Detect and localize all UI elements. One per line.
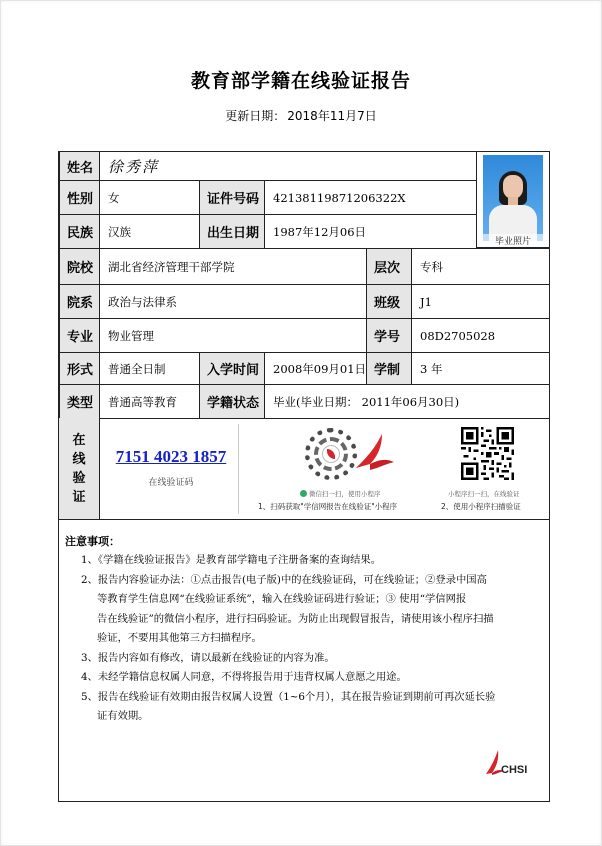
type-label: 类型 [59, 384, 100, 419]
wechat-icon [300, 490, 307, 497]
id-number-label: 证件号码 [199, 180, 265, 215]
update-date [0, 107, 602, 124]
class-label: 班级 [366, 284, 412, 319]
department-value: 政治与法律系 [99, 284, 367, 319]
notes-list [81, 551, 521, 727]
wechat-scan-text: 微信扫一扫，使用小程序 [309, 490, 381, 498]
gender-label: 性别 [59, 180, 100, 215]
major-value: 物业管理 [99, 318, 367, 353]
name-value: 徐秀萍 [99, 151, 477, 181]
note-item-continued: 证有效期。 [97, 710, 149, 722]
report-title: 教育部学籍在线验证报告 [190, 70, 411, 92]
duration-label: 学制 [366, 352, 412, 385]
status-value: 毕业(毕业日期： 2011年06月30日) [264, 384, 550, 419]
verification-code-link[interactable]: 7151 4023 1857 [115, 447, 227, 466]
status-label: 学籍状态 [199, 384, 265, 419]
wechat-miniprogram-code[interactable] [305, 428, 357, 480]
qr-code[interactable] [461, 427, 514, 480]
birth-date-value: 1987年12月06日 [264, 214, 477, 249]
student-no-value: 08D2705028 [411, 318, 550, 353]
verify-label-char: 验 [72, 470, 86, 486]
verify-label-char: 线 [72, 451, 86, 467]
chsi-logo-icon [322, 445, 340, 463]
qr-scan-note: 小程序扫一扫，在线验证 [448, 490, 520, 498]
enroll-date-value: 2008年09月01日 [264, 352, 367, 385]
student-no-label: 学号 [366, 318, 412, 353]
class-value: J1 [411, 284, 550, 319]
divider [238, 424, 239, 514]
ethnicity-value: 汉族 [99, 214, 200, 249]
wechat-scan-note [300, 489, 381, 498]
name-label: 姓名 [59, 151, 100, 181]
enroll-date-label: 入学时间 [199, 352, 265, 385]
level-value: 专科 [411, 248, 550, 285]
verify-label-char: 在 [72, 432, 86, 448]
note-item: 1、《学籍在线验证报告》是教育部学籍电子注册备案的查询结果。 [81, 554, 382, 566]
verification-code-caption: 在线验证码 [148, 478, 194, 488]
duration-value: 3 年 [411, 352, 550, 385]
level-label: 层次 [366, 248, 412, 285]
note-item: 4、未经学籍信息权属人同意，不得将报告用于违背权属人意愿之用途。 [81, 671, 407, 683]
photo-caption: 毕业照片 [483, 234, 543, 247]
graduation-photo [483, 155, 543, 241]
note-item: 2、报告内容验证办法：①点击报告(电子版)中的在线验证码，可在线验证；②登录中国高 [81, 573, 487, 586]
chsi-bird-icon [352, 428, 398, 474]
update-date-label: 更新日期： [225, 109, 286, 123]
form-value: 普通全日制 [99, 352, 200, 385]
school-value: 湖北省经济管理干部学院 [99, 248, 367, 285]
note-item: 3、报告内容如有修改，请以最新在线验证的内容为准。 [81, 651, 335, 664]
birth-date-label: 出生日期 [199, 214, 265, 249]
school-label: 院校 [59, 248, 100, 285]
verify-label-char: 证 [72, 489, 86, 505]
gender-value: 女 [99, 180, 200, 215]
form-label: 形式 [59, 352, 100, 385]
major-label: 专业 [59, 318, 100, 353]
step-one-text: 1、扫码获取"学信网报告在线验证"小程序 [258, 502, 398, 511]
note-item: 5、报告在线验证有效期由报告权属人设置（1~6个月），其在报告验证到期前可再次延长验 [81, 690, 496, 703]
chsi-logo-text: CHSI [501, 764, 528, 776]
note-item-continued: 等教育学生信息网“在线验证系统”，输入在线验证码进行验证；③ 使用“学信网报 告在线验证”的微信小程序，进行扫码验证。为防止出现假冒报告，请使用该小程序扫描 验证，不要用其他第三方扫描程序。 [97, 593, 494, 644]
notes-heading: 注意事项： [65, 535, 120, 548]
type-value: 普通高等教育 [99, 384, 200, 419]
verify-label [59, 418, 100, 519]
department-label: 院系 [59, 284, 100, 319]
step-two-text: 2、使用小程序扫描验证 [441, 502, 521, 511]
ethnicity-label: 民族 [59, 214, 100, 249]
update-date-value: 2018年11月7日 [287, 109, 377, 123]
id-number-value: 42138119871206322X [264, 180, 477, 215]
